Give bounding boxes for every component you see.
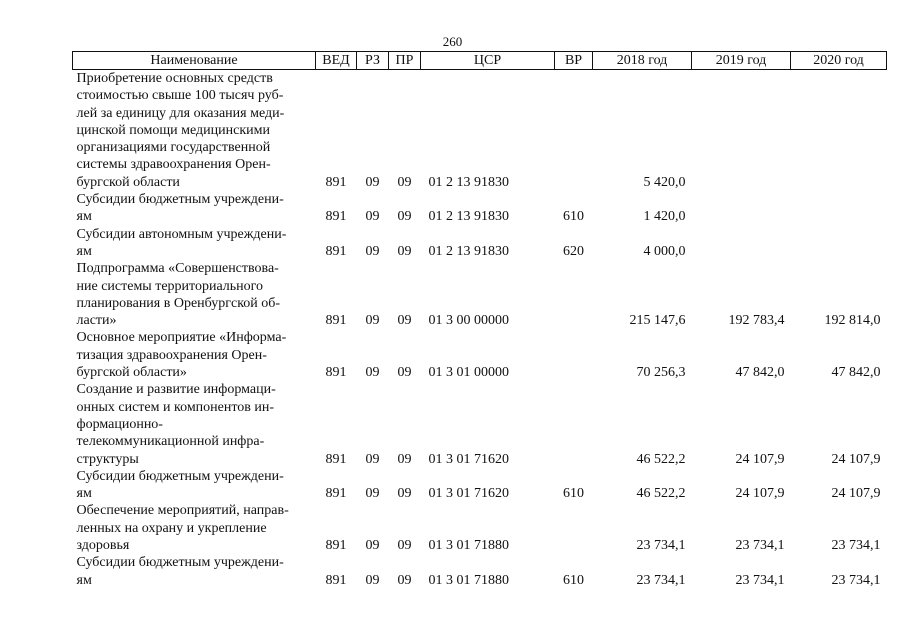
col-header-2020: 2020 год [791,52,887,70]
table-row [73,329,887,381]
table-row [73,70,887,192]
cell-2019: 192 783,4 [728,313,785,329]
cell-2020 [791,70,887,192]
cell-ved: 891 [325,174,347,190]
table-row [73,260,887,329]
cell-name [73,226,316,261]
cell-vr [555,329,593,381]
cell-name [73,381,316,467]
name-line: Субсидии автономным учреждени- [76,226,287,242]
cell-2018: 4 000,0 [643,243,686,259]
cell-rz: 09 [365,174,380,190]
cell-csr: 01 3 00 00000 [428,313,509,329]
cell-pr: 09 [397,451,412,467]
name-line: планирования в Оренбургской об- [76,295,281,311]
cell-2020: 23 734,1 [831,572,881,588]
cell-name [73,70,316,192]
cell-2020 [791,226,887,261]
cell-vr [555,260,593,329]
cell-ved: 891 [325,243,347,259]
cell-pr: 09 [397,313,412,329]
table-header-row [73,52,887,70]
table-row [73,554,887,589]
name-line: ленных на охрану и укрепление [76,520,267,536]
cell-2019 [692,226,791,261]
name-line: цинской помощи медицинскими [76,122,270,138]
cell-2018: 23 734,1 [636,572,686,588]
cell-ved: 891 [325,365,347,381]
cell-vr: 610 [563,572,584,588]
name-line: Основное мероприятие «Информа- [76,330,287,346]
table-row [73,502,887,554]
cell-2020: 23 734,1 [831,538,881,554]
cell-rz: 09 [365,572,380,588]
cell-2018: 70 256,3 [636,365,686,381]
name-line: стоимостью свыше 100 тысяч руб- [76,88,284,104]
name-line: ям [76,243,92,259]
cell-csr: 01 2 13 91830 [428,209,509,225]
cell-vr: 620 [563,243,584,259]
cell-rz: 09 [365,243,380,259]
name-line: Субсидии бюджетным учреждени- [76,468,284,484]
col-header-ved: ВЕД [316,52,357,70]
cell-csr: 01 2 13 91830 [428,174,509,190]
cell-2020: 192 814,0 [824,313,881,329]
name-line: ласти» [76,313,117,329]
col-header-name: Наименование [73,52,316,70]
cell-pr: 09 [397,486,412,502]
cell-rz: 09 [365,209,380,225]
page-number: 260 [442,34,463,49]
cell-2019: 24 107,9 [735,486,785,502]
cell-rz: 09 [365,486,380,502]
cell-2019 [692,191,791,226]
cell-name [73,554,316,589]
cell-2019: 47 842,0 [735,365,785,381]
table-row [73,381,887,467]
name-line: лей за единицу для оказания меди- [76,105,285,121]
name-line: Создание и развитие информаци- [76,382,276,398]
name-line: ям [76,209,92,225]
cell-2018: 1 420,0 [643,209,686,225]
cell-2018: 5 420,0 [643,174,686,190]
name-line: формационно- [76,416,163,432]
col-header-vr: ВР [555,52,593,70]
cell-ved: 891 [325,538,347,554]
col-header-2019: 2019 год [692,52,791,70]
name-line: Подпрограмма «Совершенствова- [76,261,279,277]
cell-rz: 09 [365,313,380,329]
name-line: телекоммуникационной инфра- [76,434,265,450]
cell-2020 [791,191,887,226]
cell-2019: 23 734,1 [735,572,785,588]
name-line: здоровья [76,538,130,554]
cell-pr: 09 [397,243,412,259]
cell-2019 [692,70,791,192]
cell-ved: 891 [325,486,347,502]
cell-rz: 09 [365,538,380,554]
col-header-2018: 2018 год [593,52,692,70]
name-line: бургской области» [76,365,187,381]
cell-2018: 215 147,6 [629,313,686,329]
name-line: тизация здравоохранения Орен- [76,347,267,363]
cell-2020: 24 107,9 [831,451,881,467]
cell-name [73,329,316,381]
cell-vr [555,381,593,467]
name-line: структуры [76,451,139,467]
cell-rz: 09 [365,451,380,467]
name-line: бургской области [76,174,180,190]
cell-pr: 09 [397,174,412,190]
cell-pr: 09 [397,209,412,225]
name-line: ям [76,486,92,502]
cell-name [73,260,316,329]
cell-name [73,191,316,226]
name-line: организациями государственной [76,140,271,156]
cell-csr: 01 3 01 00000 [428,365,509,381]
cell-ved: 891 [325,209,347,225]
cell-2020: 47 842,0 [831,365,881,381]
name-line: Субсидии бюджетным учреждени- [76,555,284,571]
cell-ved: 891 [325,451,347,467]
cell-csr: 01 3 01 71880 [428,572,509,588]
cell-2020: 24 107,9 [831,486,881,502]
cell-csr: 01 3 01 71620 [428,451,509,467]
name-line: онных систем и компонентов ин- [76,399,275,415]
cell-pr: 09 [397,572,412,588]
name-line: Обеспечение мероприятий, направ- [76,503,289,519]
cell-vr: 610 [563,209,584,225]
cell-csr: 01 2 13 91830 [428,243,509,259]
cell-ved: 891 [325,572,347,588]
cell-csr: 01 3 01 71880 [428,538,509,554]
cell-rz: 09 [365,365,380,381]
name-line: Субсидии бюджетным учреждени- [76,192,284,208]
cell-2019: 23 734,1 [735,538,785,554]
cell-ved: 891 [325,313,347,329]
col-header-rz: РЗ [357,52,389,70]
budget-table [72,51,887,589]
cell-2019: 24 107,9 [735,451,785,467]
cell-name [73,468,316,503]
cell-2018: 46 522,2 [636,486,686,502]
name-line: системы здравоохранения Орен- [76,157,271,173]
table-row [73,468,887,503]
table-row [73,191,887,226]
name-line: ям [76,572,92,588]
cell-pr: 09 [397,538,412,554]
col-header-pr: ПР [389,52,421,70]
name-line: ние системы территориального [76,278,264,294]
cell-vr [555,502,593,554]
cell-2018: 46 522,2 [636,451,686,467]
cell-2018: 23 734,1 [636,538,686,554]
cell-vr: 610 [563,486,584,502]
cell-pr: 09 [397,365,412,381]
table-row [73,226,887,261]
cell-csr: 01 3 01 71620 [428,486,509,502]
cell-vr [555,70,593,192]
name-line: Приобретение основных средств [76,71,273,86]
cell-name [73,502,316,554]
col-header-csr: ЦСР [421,52,555,70]
